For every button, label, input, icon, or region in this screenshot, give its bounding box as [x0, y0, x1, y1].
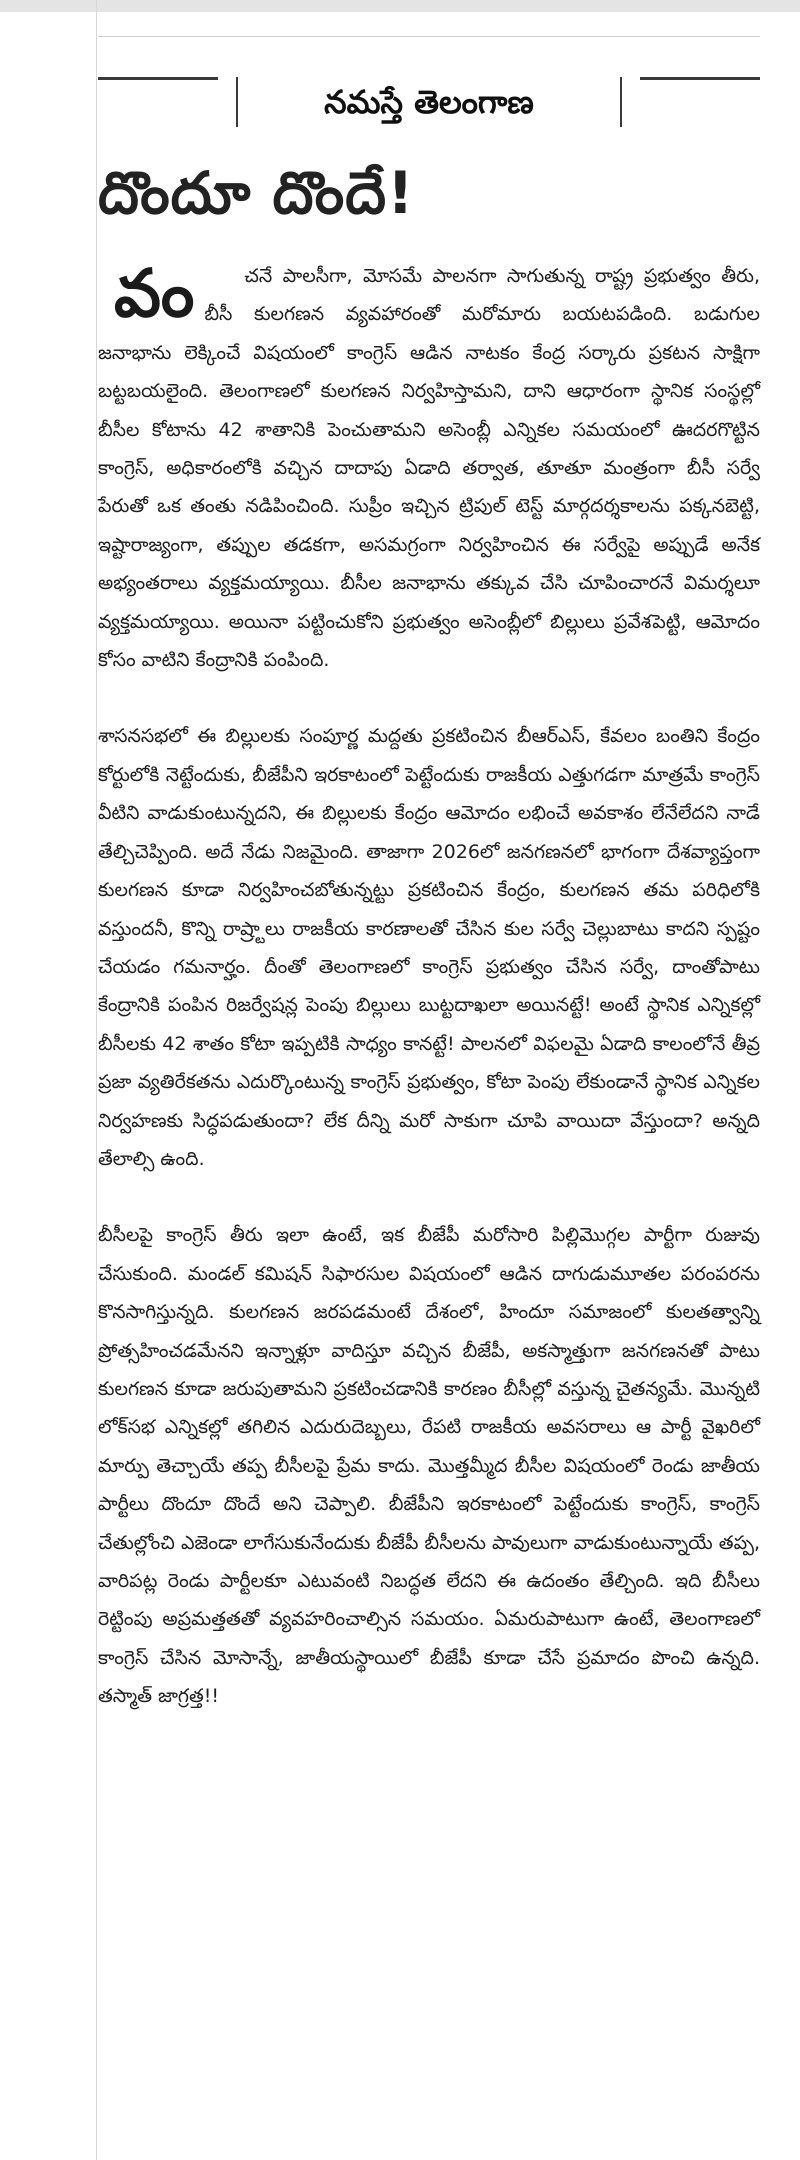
newspaper-name: నమస్తే తెలంగాణ [324, 83, 534, 121]
paragraph-1 [98, 257, 760, 679]
paragraph-3: బీసీలపై కాంగ్రెస్ తీరు ఇలా ఉంటే, ఇక బీజేపీ మరోసారి పిల్లిమొగ్గల పార్టీగా రుజువు చేసుకుంది. మండల్ కమిషన్ సిఫారసుల విషయంలో ఆడిన దాగుడుమూతల పరంపరను కొనసాగిస్తున్నది. కులగణన జరపడమంటే దేశంలో, హిందూ సమాజంలో కులతత్వాన్ని ప్రోత్సహించడమేనని ఇన్నాళ్లూ వాదిస్తూ వచ్చిన బీజేపీ, అకస్మాత్తుగా జనగణనతో పాటు కులగణన కూడా జరుపుతామని ప్రకటించడానికి కారణం బీసీల్లో వస్తున్న చైతన్యమే. మొన్నటి లోక్‌సభ ఎన్నికల్లో తగిలిన ఎదురుదెబ్బలు, రేపటి రాజకీయ అవసరాలు ఆ పార్టీ వైఖరిలో మార్పు తెచ్చాయే తప్ప బీసీలపై ప్రేమ కాదు. మొత్తమ్మీద బీసీల విషయంలో రెండు జాతీయ పార్టీలు దొందూ దొందే అని చెప్పాలి. బీజేపీని ఇరకాటంలో పెట్టేందుకు కాంగ్రెస్, కాంగ్రెస్ చేతుల్లోంచి ఎజెండా లాగేసుకునేందుకు బీజేపీ బీసీలను పావులుగా వాడుకుంటున్నాయే తప్ప, వారిపట్ల రెండు పార్టీలకూ ఎటువంటి నిబద్ధత లేదని ఈ ఉదంతం తేల్చింది. ఇది బీసీలు రెట్టింపు అప్రమత్తతతో వ్యవహరించాల్సిన సమయం. ఏమరుపాటుగా ఉంటే, తెలంగాణలో కాంగ్రెస్ చేసిన మోసాన్నే, జాతీయస్థాయిలో బీజేపీ కూడా చేసే ప్రమాదం పొంచి ఉన్నది. తస్మాత్ జాగ్రత్త!! [98, 1224, 760, 1708]
column-divider [96, 0, 97, 2160]
top-strip [0, 0, 800, 12]
paragraph-1-text: చనే పాలసీగా, మోసమే పాలనగా సాగుతున్న రాష్ట్ర ప్రభుత్వం తీరు, బీసీ కులగణన వ్యవహారంతో మరోమారు బయటపడింది. బడుగుల జనాభాను లెక్కించే విషయంలో కాంగ్రెస్ ఆడిన నాటకం కేంద్ర సర్కారు ప్రకటన సాక్షిగా బట్టబయలైంది. తెలంగాణలో కులగణన నిర్వహిస్తామని, దాని ఆధారంగా స్థానిక సంస్థల్లో బీసీల కోటాను 42 శాతానికి పెంచుతామని అసెంబ్లీ ఎన్నికల సమయంలో ఊదరగొట్టిన కాంగ్రెస్, అధికారంలోకి వచ్చిన దాదాపు ఏడాది తర్వాత, తూతూ మంత్రంగా బీసీ సర్వే పేరుతో ఒక తంతు నడిపించింది. సుప్రీం ఇచ్చిన ట్రిపుల్ టెస్ట్ మార్గదర్శకాలను పక్కనబెట్టి, ఇష్టారాజ్యంగా, తప్పుల తడకగా, అసమగ్రంగా నిర్వహించిన ఈ సర్వేపై అప్పుడే అనేక అభ్యంతరాలు వ్యక్తమయ్యాయి. బీసీల జనాభాను తక్కువ చేసి చూపించారనే విమర్శలూ వ్యక్తమయ్యాయి. అయినా పట్టించుకోని ప్రభుత్వం అసెంబ్లీలో బిల్లులు ప్రవేశపెట్టి, ఆమోదం కోసం వాటిని కేంద్రానికి పంపింది. [98, 265, 760, 672]
masthead-tick-right [620, 77, 622, 127]
masthead [98, 36, 760, 129]
masthead-rule-right [640, 77, 760, 80]
editorial-body [98, 257, 760, 1716]
editorial-page [98, 36, 760, 1716]
editorial-headline: దొందూ దొందే! [98, 159, 415, 227]
paragraph-2: శాసనసభలో ఈ బిల్లులకు సంపూర్ణ మద్దతు ప్రకటించిన బీఆర్ఎస్, కేవలం బంతిని కేంద్రం కోర్టులోకి నెట్టేందుకు, బీజేపీని ఇరకాటంలో పెట్టేందుకు రాజకీయ ఎత్తుగడగా మాత్రమే కాంగ్రెస్ వీటిని వాడుకుంటున్నదని, ఈ బిల్లులకు కేంద్రం ఆమోదం లభించే అవకాశం లేనేలేదని నాడే తేల్చిచెప్పింది. అదే నేడు నిజమైంది. తాజాగా 2026లో జనగణనలో భాగంగా దేశవ్యాప్తంగా కులగణన కూడా నిర్వహించబోతున్నట్టు ప్రకటించిన కేంద్రం, కులగణన తమ పరిధిలోకి వస్తుందనీ, కొన్ని రాష్ర్టాలు రాజకీయ కారణాలతో చేసిన కుల సర్వే చెల్లుబాటు కాదని స్పష్టం చేయడం గమనార్హం. దీంతో తెలంగాణలో కాంగ్రెస్ ప్రభుత్వం చేసిన సర్వే, దాంతోపాటు కేంద్రానికి పంపిన రిజర్వేషన్ల పెంపు బిల్లులు బుట్టదాఖలా అయినట్టే! అంటే స్థానిక ఎన్నికల్లో బీసీలకు 42 శాతం కోటా ఇప్పటికి సాధ్యం కానట్టే! పాలనలో విఫలమై ఏడాది కాలంలోనే తీవ్ర ప్రజా వ్యతిరేకతను ఎదుర్కొంటున్న కాంగ్రెస్ ప్రభుత్వం, కోటా పెంపు లేకుండానే స్థానిక ఎన్నికల నిర్వహణకు సిద్ధపడుతుందా? లేక దీన్ని మరో సాకుగా చూపి వాయిదా వేస్తుందా? అన్నది తేలాల్సి ఉంది. [98, 725, 760, 1170]
drop-cap: వం [114, 255, 195, 332]
